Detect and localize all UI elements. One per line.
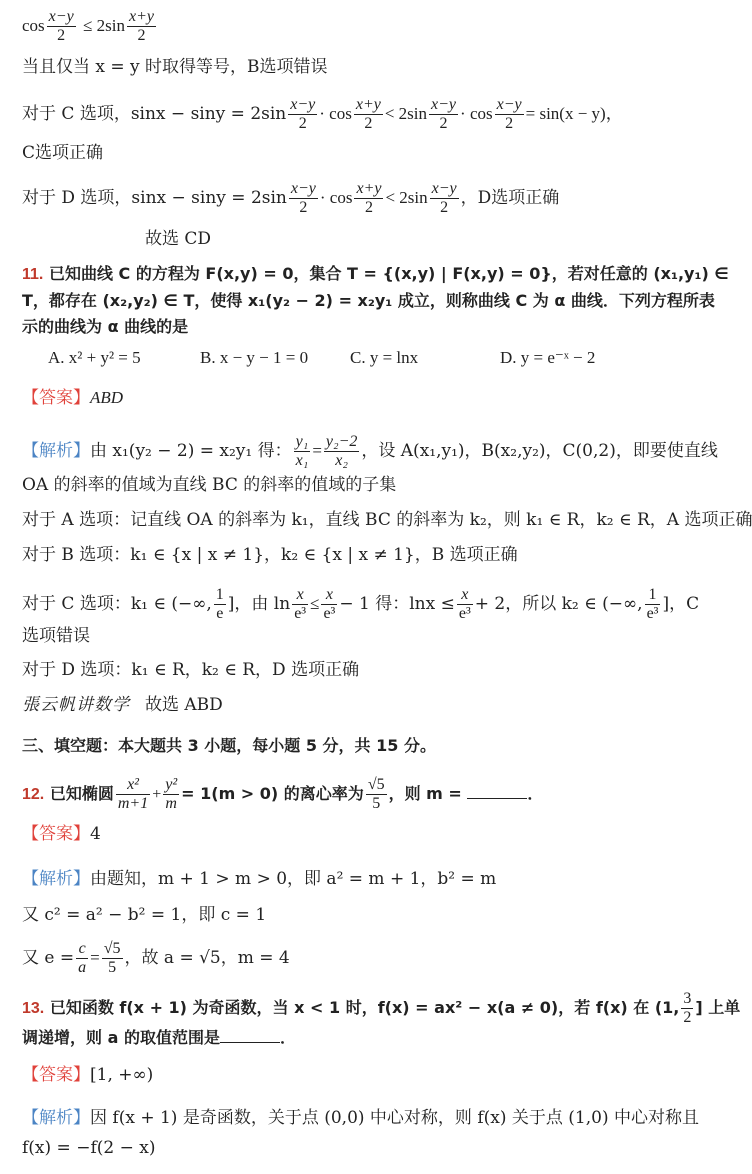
choose-cd: 故选 CD	[145, 229, 212, 249]
intro-inequality: cos $\frac{x-y}{2}$ ≤ 2sin $\frac{x+y}{2}$	[22, 8, 154, 44]
option-b: B. x − y − 1 = 0	[200, 348, 309, 367]
option-d-derivation: 对于 D 选项，sinx − siny = 2sin $\frac{x-y}{2}$ · cos $\frac{x+y}{2}$ < 2sin $\frac{x-y}{2}$ ，D选项正确	[22, 180, 560, 216]
q12-analysis-2: 又 c² = a² − b² = 1，即 c = 1	[22, 905, 267, 925]
question-12: 12. 已知椭圆 $\frac{\text{x²}}{m+1}$ + $\frac{\text{y²}}{m}$ = 1(m > 0) 的离心率为 $\frac{√5}{5}$ ，则 m = ．	[22, 776, 544, 812]
q12-analysis-3: 又 e = $\frac{c}{a}$ = $\frac{√5}{5}$ ，故 a = √5，m = 4	[22, 940, 290, 976]
option-d: D. y = e⁻ˣ − 2	[500, 348, 596, 367]
q11-analysis-5: 对于 C 选项：k₁ ∈ (−∞, $\frac{1}{e}$ ]，由 ln $\frac{x}{\text{e³}}$ ≤ $\frac{x}{\text{e³}}$ − 1 得：lnx ≤ $\frac{x}{\text{e³}}$ + 2，所以 k₂ ∈ (−∞, $\frac{1}{\text{e³}}$ ]，C	[22, 586, 700, 622]
q11-analysis-4: 对于 B 选项：k₁ ∈ {x | x ≠ 1}，k₂ ∈ {x | x ≠ 1}，B 选项正确	[22, 545, 518, 565]
answer-blank-13	[220, 1026, 280, 1043]
q11-analysis-7: 对于 D 选项：k₁ ∈ R，k₂ ∈ R，D 选项正确	[22, 660, 360, 680]
q13-answer: 【答案】[1, +∞)	[22, 1065, 154, 1085]
section-3-heading: 三、填空题：本大题共 3 小题，每小题 5 分，共 15 分。	[22, 736, 436, 755]
question-11-line2: T，都存在 (x₂,y₂) ∈ T，使得 x₁(y₂ − 2) = x₂y₁ 成立，则称曲线 C 为 α 曲线．下列方程所表	[22, 291, 715, 310]
q11-analysis-1: 【解析】由 x₁(y₂ − 2) = x₂y₁ 得： $\frac{\text{y₁}}{\text{x₁}}$ = $\frac{\text{y₂−2}}{\text{x₂}}$ ，设 A(x₁,y₁)，B(x₂,y₂)，C(0,2)，即要使直线	[22, 433, 718, 469]
q12-answer: 【答案】4	[22, 824, 101, 844]
question-11-line3: 示的曲线为 α 曲线的是	[22, 317, 189, 336]
option-a: A. x² + y² = 5	[48, 348, 141, 367]
q12-analysis-1: 【解析】由题知，m + 1 > m > 0，即 a² = m + 1，b² = m	[22, 869, 497, 889]
question-11-line1: 11. 已知曲线 C 的方程为 F(x,y) = 0，集合 T = {(x,y) | F(x,y) = 0}，若对任意的 (x₁,y₁) ∈	[22, 264, 729, 283]
q13-analysis-1: 【解析】因 f(x + 1) 是奇函数，关于点 (0,0) 中心对称，则 f(x) 关于点 (1,0) 中心对称且	[22, 1108, 699, 1128]
option-c: C. y = lnx	[350, 348, 419, 367]
q11-analysis-6: 选项错误	[22, 626, 90, 646]
signature: 張云帆讲数学	[22, 695, 130, 715]
q13-analysis-2: f(x) = −f(2 − x)	[22, 1138, 156, 1158]
option-c-correct: C选项正确	[22, 143, 104, 163]
question-13-line1: 13. 已知函数 f(x + 1) 为奇函数，当 x < 1 时，f(x) = ax² − x(a ≠ 0)，若 f(x) 在 (1, $\frac{3}{2}$ ] 上单	[22, 990, 741, 1026]
q11-choose: 故选 ABD	[145, 695, 223, 715]
equality-condition: 当且仅当 x = y 时取得等号，B选项错误	[22, 57, 328, 77]
q11-analysis-2: OA 的斜率的值域为直线 BC 的斜率的值域的子集	[22, 475, 397, 495]
answer-blank	[467, 782, 527, 799]
question-13-line2: 调递增，则 a 的取值范围是 ．	[22, 1028, 296, 1047]
q11-analysis-3: 对于 A 选项：记直线 OA 的斜率为 k₁，直线 BC 的斜率为 k₂，则 k₁ ∈ R，k₂ ∈ R，A 选项正确	[22, 510, 752, 530]
q11-answer: 【答案】ABD	[22, 388, 124, 408]
option-c-derivation: 对于 C 选项，sinx − siny = 2sin $\frac{x-y}{2}$ · cos $\frac{x+y}{2}$ < 2sin $\frac{x-y}{2}$ · cos $\frac{x-y}{2}$ = sin(x − y)，	[22, 96, 623, 132]
